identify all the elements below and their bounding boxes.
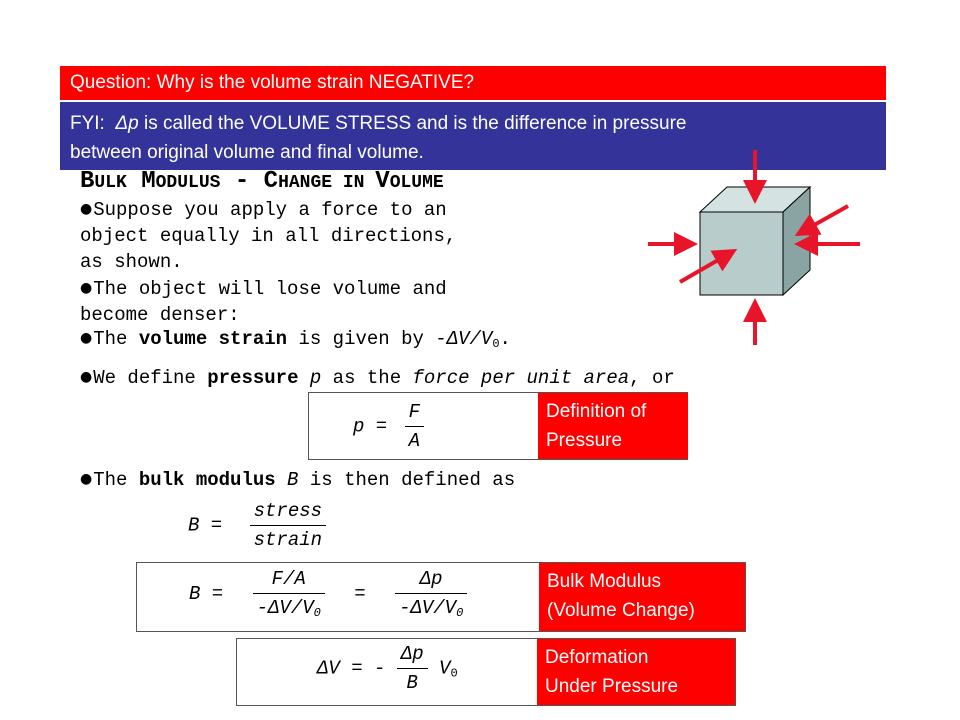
symbol-V: V: [439, 657, 451, 680]
eq-lhs: B =: [188, 514, 223, 537]
subscript: 0: [313, 606, 321, 620]
bullet-apply-force: [80, 196, 456, 275]
title-part: V: [375, 168, 390, 195]
cube-front-face: [700, 212, 783, 295]
equals-sign: =: [354, 583, 366, 606]
fyi-line-2: between original volume and final volume.: [70, 142, 424, 163]
denominator: [253, 593, 325, 620]
deformation-label: [537, 639, 735, 705]
numerator: stress: [253, 500, 323, 522]
pressure-equation-box: [308, 392, 688, 460]
title-part: ODULUS: [155, 173, 221, 193]
bulk-modulus-equation: [189, 568, 467, 620]
bullet-text: .: [499, 328, 511, 350]
bullet-volume-strain: [80, 325, 511, 357]
title-part: B: [80, 168, 95, 195]
symbol-p: p: [298, 367, 322, 389]
title-part: HANGE: [278, 173, 333, 193]
bulk-modulus-label: [539, 563, 745, 631]
subscript: 0: [492, 337, 500, 351]
bulk-fraction-2: [395, 568, 467, 620]
denominator: [395, 593, 467, 620]
bullet-text: The: [93, 469, 139, 491]
term-volume-strain: volume strain: [138, 328, 288, 350]
bullet-dot: ●: [80, 471, 93, 487]
bullet-text: become denser:: [80, 304, 240, 326]
eq-lhs: B =: [189, 583, 224, 606]
subscript: 0: [450, 666, 458, 681]
stress-strain-equation: [188, 500, 326, 551]
bulk-modulus-equation-box: [136, 562, 746, 632]
label-line: Under Pressure: [545, 676, 679, 697]
term-pressure: pressure: [207, 367, 299, 389]
deformation-fraction: [397, 643, 428, 694]
stress-strain-fraction: [250, 500, 326, 551]
bullet-text: as the: [321, 367, 413, 389]
deformation-equation-box: [236, 638, 736, 706]
title-part: IN: [332, 173, 376, 193]
subscript: 0: [456, 606, 464, 620]
bullet-bulk-modulus: [80, 466, 515, 493]
label-line: Bulk Modulus: [547, 571, 662, 592]
pressure-fraction: [405, 401, 424, 452]
deformation-equation: [317, 643, 458, 694]
numerator: F: [408, 401, 421, 423]
bullet-lose-volume: [80, 275, 447, 328]
term-bulk-modulus: bulk modulus: [138, 469, 276, 491]
term-force-per-area: force per unit area: [412, 367, 630, 389]
fyi-symbol: Δp: [115, 113, 139, 134]
bullet-text: object equally in all directions,: [80, 225, 457, 247]
numerator: Δp: [419, 568, 443, 590]
symbol-B: B: [275, 469, 299, 491]
bulk-fraction-1: [253, 568, 325, 620]
fyi-prefix: FYI:: [70, 113, 116, 134]
fyi-line-1-rest: is called the VOLUME STRESS and is the difference in pressure: [138, 113, 687, 134]
slide-title: [80, 168, 444, 195]
denominator: B: [397, 668, 428, 694]
eq-lhs: p =: [353, 415, 388, 438]
bullet-text: is then defined as: [298, 469, 516, 491]
label-line: Pressure: [546, 430, 623, 451]
bullet-dot: ●: [80, 330, 93, 346]
question-text: Question: Why is the volume strain NEGATIVE?: [70, 72, 475, 93]
bullet-dot: ●: [80, 201, 93, 217]
pressure-equation: [353, 401, 424, 452]
fyi-line-1: [70, 109, 876, 138]
bullet-text: , or: [629, 367, 675, 389]
bullet-text: Suppose you apply a force to an: [93, 199, 447, 221]
cube-diagram: [620, 150, 880, 350]
denominator: A: [405, 426, 424, 452]
eq-lhs: ΔV = -: [317, 657, 386, 680]
numerator: Δp: [400, 643, 424, 665]
numerator: F/A: [271, 568, 306, 590]
label-line: (Volume Change): [547, 600, 695, 621]
bullet-text: as shown.: [80, 251, 183, 273]
denominator: strain: [250, 525, 326, 551]
question-banner: [60, 66, 886, 100]
bullet-text: We define: [93, 367, 208, 389]
denominator-text: -ΔV/V: [399, 597, 457, 619]
pressure-definition-label: [538, 393, 688, 459]
title-part: M: [126, 168, 156, 195]
label-line: Deformation: [545, 647, 649, 668]
title-part: -: [220, 168, 264, 195]
label-line: Definition of: [546, 401, 647, 422]
strain-expression: ΔV/V: [446, 328, 493, 350]
bullet-dot: ●: [80, 369, 93, 385]
bullet-dot: ●: [80, 280, 93, 296]
cube-icon: [700, 187, 810, 295]
bullet-text: The: [93, 328, 139, 350]
title-part: ULK: [94, 173, 127, 193]
title-part: OLUME: [389, 173, 444, 193]
bullet-text: The object will lose volume and: [93, 278, 447, 300]
bullet-text: is given by -: [287, 328, 447, 350]
denominator-text: -ΔV/V: [256, 597, 314, 619]
bullet-define-pressure: [80, 364, 675, 391]
title-part: C: [263, 168, 279, 195]
